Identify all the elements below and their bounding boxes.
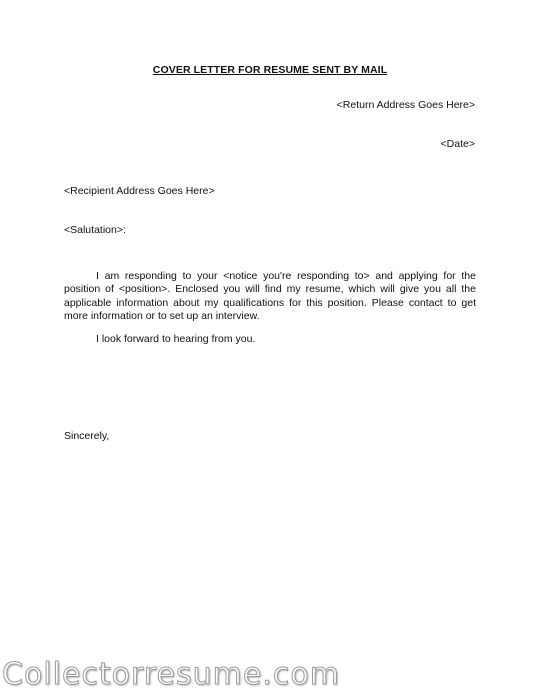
site-watermark: Collectorresume.com <box>2 657 340 692</box>
body-paragraph-1: I am responding to your <notice you're responding to> and applying for the position of <position>. Enclosed you will find my resume, which will give you all the applicable information about my qualifications for this position. Please contact to get more information or to set up an interview. <box>64 270 476 322</box>
closing: Sincerely, <box>64 430 110 442</box>
recipient-address: <Recipient Address Goes Here> <box>64 185 215 197</box>
salutation: <Salutation>: <box>64 224 126 236</box>
body-paragraph-2: I look forward to hearing from you. <box>96 333 256 345</box>
letter-title: COVER LETTER FOR RESUME SENT BY MAIL <box>152 64 388 76</box>
letter-date: <Date> <box>440 138 475 150</box>
return-address: <Return Address Goes Here> <box>336 99 475 111</box>
